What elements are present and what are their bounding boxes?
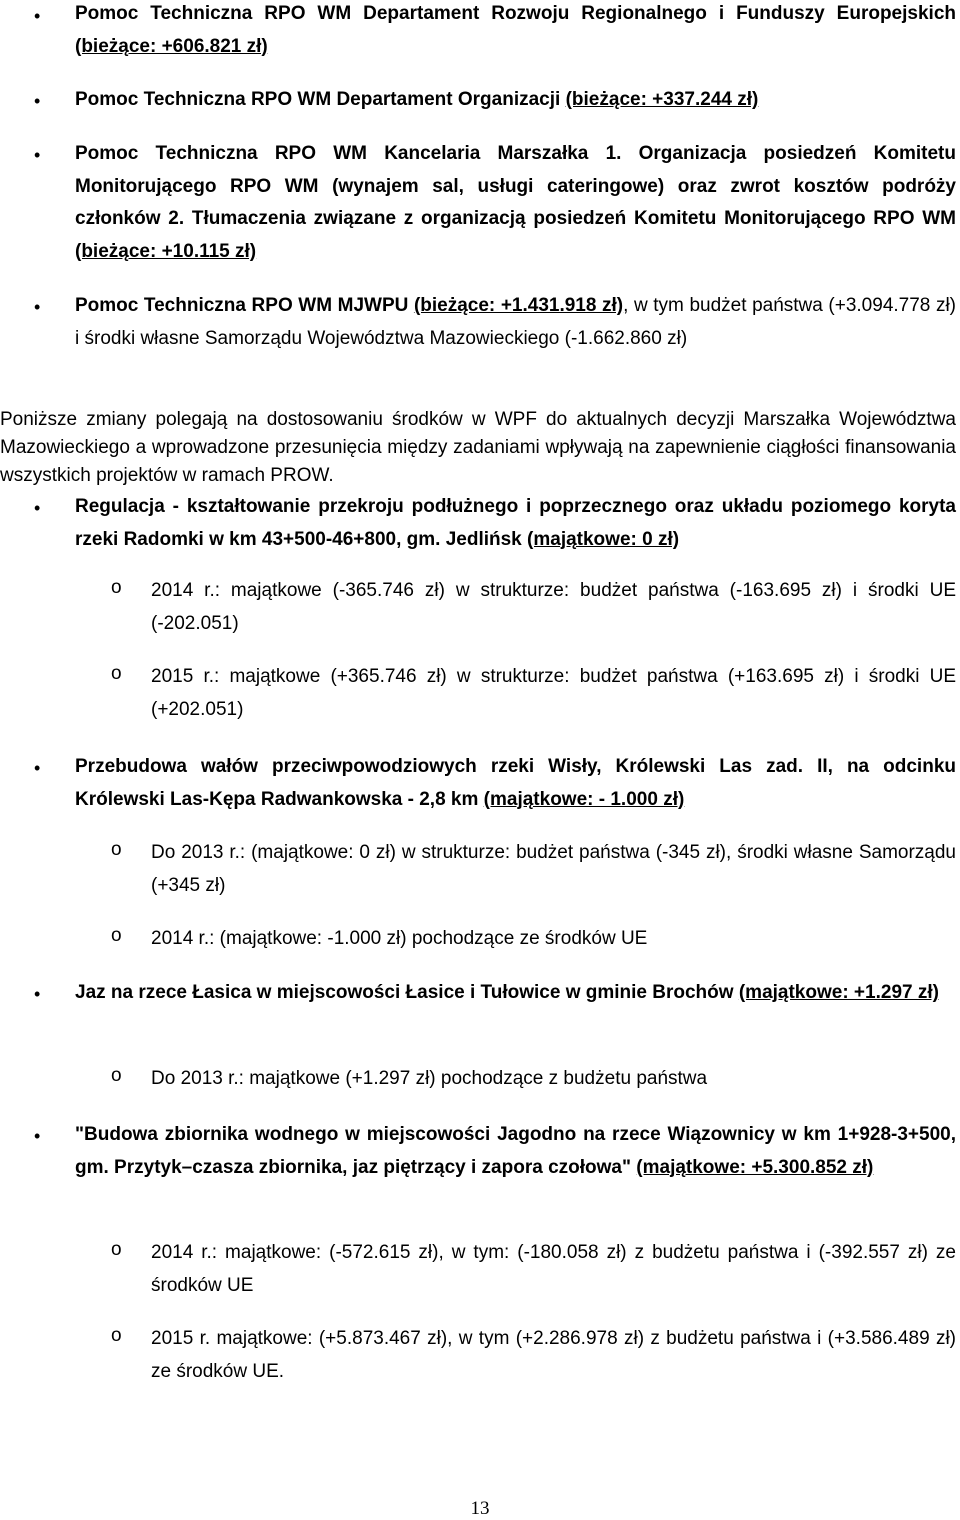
- item-amount: (bieżące: +337.244 zł): [565, 89, 759, 110]
- project-title: Przebudowa wałów przeciwpowodziowych rzeki Wisły, Królewski Las zad. II, na odcinku Królewski Las-Kępa Radwankowska - 2,8 km: [75, 756, 956, 810]
- sub-item-text: 2015 r.: majątkowe (+365.746 zł) w strukturze: budżet państwa (+163.695 zł) i środki UE (+202.051): [151, 666, 956, 720]
- project-title: "Budowa zbiornika wodnego w miejscowości Jagodno na rzece Wiązownicy w km 1+928-3+500, gm. Przytyk–czasza zbiornika, jaz piętrzący i zapora czołowa": [75, 1124, 956, 1178]
- item-text: Pomoc Techniczna RPO WM Departament Rozwoju Regionalnego i Funduszy Europejskich: [75, 3, 956, 24]
- sub-item-text: 2014 r.: majątkowe (-365.746 zł) w strukturze: budżet państwa (-163.695 zł) i środki UE (-202.051): [151, 580, 956, 634]
- sub-item-text: 2015 r. majątkowe: (+5.873.467 zł), w tym (+2.286.978 zł) z budżetu państwa i (+3.586.489 zł) ze środków UE.: [151, 1328, 956, 1382]
- project-item: [0, 491, 960, 721]
- project-item: [0, 977, 960, 1097]
- sub-item-text: 2014 r.: majątkowe: (-572.615 zł), w tym: (-180.058 zł) z budżetu państwa i (-392.557 zł) ze środków UE: [151, 1242, 956, 1296]
- page-number: 13: [470, 1498, 490, 1519]
- circle-bullet-icon: o: [111, 1239, 122, 1260]
- list-item: [0, 0, 960, 64]
- bullet-icon: •: [34, 498, 41, 518]
- project-title: Jaz na rzece Łasica w miejscowości Łasice i Tułowice w gminie Brochów: [75, 982, 734, 1003]
- project-amount: (majątkowe: 0 zł): [527, 528, 680, 550]
- circle-bullet-icon: o: [111, 1325, 122, 1346]
- project-amount: (majątkowe: +5.300.852 zł): [636, 1156, 874, 1178]
- project-item: [0, 1119, 960, 1399]
- sub-item-text: Do 2013 r.: (majątkowe: 0 zł) w strukturze: budżet państwa (-345 zł), środki własne Samorządu (+345 zł): [151, 842, 956, 896]
- item-amount: (bieżące: +10.115 zł): [75, 240, 257, 262]
- circle-bullet-icon: o: [111, 663, 122, 684]
- bullet-icon: •: [34, 297, 41, 317]
- bullet-icon: •: [34, 984, 41, 1004]
- sub-item-text: 2014 r.: (majątkowe: -1.000 zł) pochodzące ze środków UE: [151, 928, 648, 949]
- item-amount: (bieżące: +606.821 zł): [75, 35, 268, 57]
- bullet-icon: •: [34, 1126, 41, 1146]
- project-title: Regulacja - kształtowanie przekroju podłużnego i poprzecznego oraz układu poziomego koryta rzeki Radomki w km 43+500-46+800, gm. Jedlińsk: [75, 496, 956, 550]
- list-item: [0, 138, 960, 268]
- item-text: Pomoc Techniczna RPO WM Departament Organizacji: [75, 89, 561, 110]
- project-amount: (majątkowe: - 1.000 zł): [483, 788, 685, 810]
- sub-item-text: Do 2013 r.: majątkowe (+1.297 zł) pochodzące z budżetu państwa: [151, 1068, 708, 1089]
- project-item: [0, 751, 960, 961]
- circle-bullet-icon: o: [111, 925, 122, 946]
- item-detail: , w tym budżet państwa (+3.094.778 zł) i środki własne Samorządu Województwa Mazowieckiego (-1.662.860 zł): [75, 295, 956, 349]
- project-amount: (majątkowe: +1.297 zł): [738, 982, 939, 1003]
- circle-bullet-icon: o: [111, 1065, 122, 1086]
- item-text: Pomoc Techniczna RPO WM Kancelaria Marszałka 1. Organizacja posiedzeń Komitetu Monitorującego RPO WM (wynajem sal, usługi cateringowe) oraz zwrot kosztów podróży członków 2. Tłumaczenia związane z organizacją posiedzeń Komitetu Monitorującego RPO WM: [75, 143, 956, 229]
- circle-bullet-icon: o: [111, 577, 122, 598]
- item-amount: (bieżące: +1.431.918 zł): [413, 295, 624, 316]
- item-text: Pomoc Techniczna RPO WM MJWPU: [75, 295, 409, 316]
- bullet-icon: •: [34, 91, 41, 111]
- list-item: [0, 290, 960, 354]
- body-paragraph: Poniższe zmiany polegają na dostosowaniu środków w WPF do aktualnych decyzji Marszałka Województwa Mazowieckiego a wprowadzone przesunięcia między zadaniami wpływają na zapewnienie ciągłości finansowania wszystkich projektów w ramach PROW.: [0, 409, 956, 486]
- bullet-icon: •: [34, 145, 41, 165]
- bullet-icon: •: [34, 758, 41, 778]
- bullet-icon: •: [34, 6, 41, 26]
- list-item: [0, 84, 960, 116]
- circle-bullet-icon: o: [111, 839, 122, 860]
